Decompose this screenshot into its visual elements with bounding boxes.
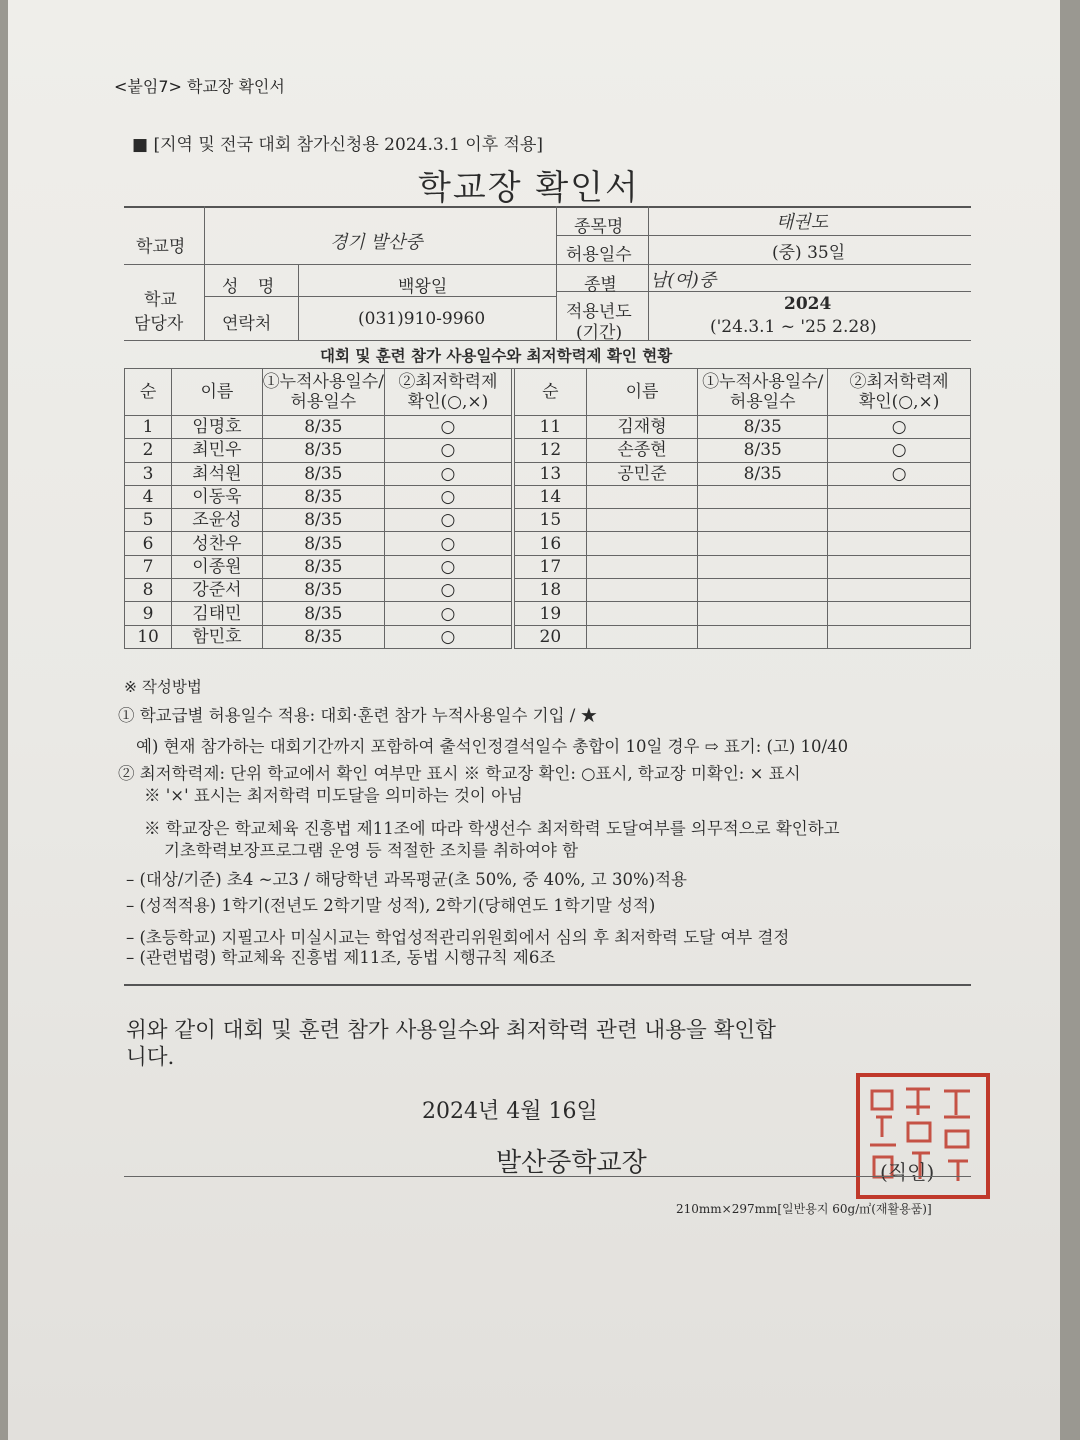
table-row — [125, 439, 512, 462]
achievement-check: ○ — [384, 555, 511, 578]
table-row — [515, 602, 971, 625]
achievement-check — [828, 625, 971, 648]
used-days — [698, 532, 828, 555]
seal-mark: (직인) — [880, 1160, 935, 1184]
info-divider — [204, 206, 205, 340]
table-header-row — [515, 369, 971, 416]
allowed-days-label: 허용일수 — [566, 245, 632, 265]
student-name: 공민준 — [586, 462, 698, 485]
table-row — [515, 439, 971, 462]
used-days: 8/35 — [262, 485, 384, 508]
row-number: 17 — [515, 555, 587, 578]
manager-label: 학교 — [144, 290, 177, 310]
row-number: 14 — [515, 485, 587, 508]
row-number: 18 — [515, 579, 587, 602]
school-value: 경기 발산중 — [330, 232, 423, 253]
header-no: 순 — [125, 369, 172, 416]
used-days — [698, 555, 828, 578]
achievement-check: ○ — [384, 532, 511, 555]
used-days: 8/35 — [262, 439, 384, 462]
achievement-check — [828, 485, 971, 508]
achievement-check: ○ — [384, 462, 511, 485]
student-name: 함민호 — [172, 625, 263, 648]
row-number: 6 — [125, 532, 172, 555]
table-row — [515, 462, 971, 485]
achievement-check — [828, 532, 971, 555]
row-number: 1 — [125, 416, 172, 439]
status-table-left — [124, 368, 512, 649]
attachment-label: <붙임7> 학교장 확인서 — [114, 77, 285, 96]
header-days-line1: ①누적사용일수/ — [262, 372, 384, 392]
header-check — [384, 369, 511, 416]
header-check — [828, 369, 971, 416]
period-value: ('24.3.1 ~ '25 2.28) — [710, 317, 877, 337]
achievement-check: ○ — [384, 485, 511, 508]
school-label: 학교명 — [136, 237, 186, 257]
used-days: 8/35 — [262, 555, 384, 578]
document-page — [8, 0, 1060, 1440]
row-number: 15 — [515, 509, 587, 532]
student-name: 조윤성 — [172, 509, 263, 532]
note-line: 예) 현재 참가하는 대회기간까지 포함하여 출석인정결석일수 총합이 10일 경우 ⇨ 표기: (고) 10/40 — [136, 737, 849, 756]
info-rule — [556, 291, 971, 292]
student-name: 이동욱 — [172, 485, 263, 508]
usage-note: ■ [지역 및 전국 대회 참가신청용 2024.3.1 이후 적용] — [132, 135, 544, 155]
notes-heading: ※ 작성방법 — [124, 678, 202, 696]
header-check-line2: 확인(○,×) — [407, 392, 489, 412]
achievement-check: ○ — [384, 416, 511, 439]
note-line: – (성적적용) 1학기(전년도 2학기말 성적), 2학기(당해연도 1학기말 성적) — [126, 896, 656, 915]
used-days: 8/35 — [262, 602, 384, 625]
table-row — [125, 485, 512, 508]
row-number: 2 — [125, 439, 172, 462]
student-name — [586, 532, 698, 555]
used-days: 8/35 — [698, 416, 828, 439]
student-name: 최민우 — [172, 439, 263, 462]
sport-value: 태권도 — [776, 212, 829, 233]
table-row — [515, 416, 971, 439]
row-number: 5 — [125, 509, 172, 532]
row-number: 19 — [515, 602, 587, 625]
header-name: 이름 — [172, 369, 263, 416]
header-days — [698, 369, 828, 416]
student-name: 임명호 — [172, 416, 263, 439]
info-divider — [298, 264, 299, 340]
used-days: 8/35 — [262, 509, 384, 532]
achievement-check: ○ — [384, 439, 511, 462]
note-line: – (초등학교) 지필고사 미실시교는 학업성적관리위원회에서 심의 후 최저학력 도달 여부 결정 — [126, 928, 790, 947]
used-days — [698, 602, 828, 625]
header-check-line1: ②최저학력제 — [398, 372, 498, 392]
student-name — [586, 625, 698, 648]
used-days — [698, 485, 828, 508]
note-line: ① 학교급별 허용일수 적용: 대회·훈련 참가 누적사용일수 기입 / ★ — [118, 706, 598, 725]
used-days: 8/35 — [262, 579, 384, 602]
row-number: 7 — [125, 555, 172, 578]
student-name — [586, 579, 698, 602]
document-title: 학교장 확인서 — [418, 168, 640, 208]
manager-label: 담당자 — [134, 314, 184, 334]
row-number: 12 — [515, 439, 587, 462]
row-number: 11 — [515, 416, 587, 439]
table-row — [515, 485, 971, 508]
used-days: 8/35 — [262, 416, 384, 439]
row-number: 8 — [125, 579, 172, 602]
row-number: 10 — [125, 625, 172, 648]
header-days-line1: ①누적사용일수/ — [702, 372, 824, 392]
table-row — [515, 625, 971, 648]
table-row — [125, 532, 512, 555]
used-days: 8/35 — [262, 625, 384, 648]
table-row — [125, 602, 512, 625]
table-row — [515, 555, 971, 578]
student-name — [586, 555, 698, 578]
allowed-days-value: (중) 35일 — [772, 243, 846, 263]
used-days: 8/35 — [698, 439, 828, 462]
student-name: 최석원 — [172, 462, 263, 485]
student-name: 성찬우 — [172, 532, 263, 555]
year-label: (기간) — [576, 323, 623, 343]
table-row — [515, 509, 971, 532]
achievement-check — [828, 602, 971, 625]
header-days-line2: 허용일수 — [290, 392, 357, 412]
student-name: 이종원 — [172, 555, 263, 578]
note-line: – (대상/기준) 초4 ~고3 / 해당학년 과목평균(초 50%, 중 40%, 고 30%)적용 — [126, 870, 687, 889]
header-name: 이름 — [586, 369, 698, 416]
achievement-check — [828, 579, 971, 602]
achievement-check: ○ — [828, 439, 971, 462]
achievement-check: ○ — [828, 416, 971, 439]
table-row — [125, 555, 512, 578]
achievement-check: ○ — [384, 509, 511, 532]
row-number: 20 — [515, 625, 587, 648]
header-no: 순 — [515, 369, 587, 416]
note-line: – (관련법령) 학교체육 진흥법 제11조, 동법 시행규칙 제6조 — [126, 948, 556, 967]
student-name — [586, 509, 698, 532]
achievement-check — [828, 555, 971, 578]
contact-value: (031)910-9960 — [358, 309, 486, 329]
used-days: 8/35 — [698, 462, 828, 485]
confirmation-rule — [124, 984, 971, 986]
row-number: 16 — [515, 532, 587, 555]
table-row — [125, 509, 512, 532]
sport-label: 종목명 — [574, 217, 624, 237]
student-name: 손종현 — [586, 439, 698, 462]
header-check-line2: 확인(○,×) — [858, 392, 940, 412]
table-row — [125, 625, 512, 648]
student-name: 김재형 — [586, 416, 698, 439]
paper-spec: 210mm×297mm[일반용지 60g/㎡(재활용품)] — [676, 1202, 932, 1216]
header-days-line2: 허용일수 — [729, 392, 796, 412]
year-value: 2024 — [784, 294, 832, 314]
row-number: 9 — [125, 602, 172, 625]
info-rule — [124, 340, 971, 341]
achievement-check: ○ — [828, 462, 971, 485]
student-name: 강준서 — [172, 579, 263, 602]
note-line: ※ '×' 표시는 최저학력 미도달을 의미하는 것이 아님 — [144, 786, 523, 805]
achievement-check: ○ — [384, 579, 511, 602]
student-name: 김태민 — [172, 602, 263, 625]
achievement-check — [828, 509, 971, 532]
section-title: 대회 및 훈련 참가 사용일수와 최저학력제 확인 현황 — [320, 347, 673, 365]
used-days — [698, 579, 828, 602]
table-row — [515, 532, 971, 555]
used-days: 8/35 — [262, 532, 384, 555]
row-number: 3 — [125, 462, 172, 485]
table-row — [125, 416, 512, 439]
achievement-check: ○ — [384, 625, 511, 648]
name-value: 백왕일 — [398, 277, 448, 297]
achievement-check: ○ — [384, 602, 511, 625]
confirmation-text-cont: 니다. — [126, 1045, 175, 1070]
gender-label: 종별 — [584, 275, 617, 295]
confirmation-text: 위와 같이 대회 및 훈련 참가 사용일수와 최저학력 관련 내용을 확인합 — [126, 1018, 776, 1043]
status-table-right — [514, 368, 971, 649]
gender-value: 남(여)중 — [650, 270, 717, 291]
info-rule — [124, 264, 971, 265]
note-line: ※ 학교장은 학교체육 진흥법 제11조에 따라 학생선수 최저학력 도달여부를 의무적으로 확인하고 — [144, 819, 840, 838]
name-label: 성 명 — [222, 277, 275, 297]
used-days — [698, 509, 828, 532]
table-row — [125, 579, 512, 602]
row-number: 4 — [125, 485, 172, 508]
info-rule — [124, 206, 971, 208]
info-divider — [556, 206, 557, 340]
student-name — [586, 602, 698, 625]
header-days — [262, 369, 384, 416]
note-line: ② 최저학력제: 단위 학교에서 확인 여부만 표시 ※ 학교장 확인: ○표시, 학교장 미확인: × 표시 — [118, 764, 801, 783]
table-row — [515, 579, 971, 602]
note-line: 기초학력보장프로그램 운영 등 적절한 조치를 취하여야 함 — [164, 841, 579, 860]
info-divider — [648, 206, 649, 340]
issue-date: 2024년 4월 16일 — [422, 1099, 598, 1124]
contact-label: 연락처 — [222, 314, 272, 334]
footer-rule — [124, 1176, 971, 1177]
header-check-line1: ②최저학력제 — [849, 372, 949, 392]
used-days — [698, 625, 828, 648]
table-row — [125, 462, 512, 485]
row-number: 13 — [515, 462, 587, 485]
principal-name: 발산중학교장 — [496, 1148, 647, 1178]
year-label: 적용년도 — [566, 302, 632, 322]
used-days: 8/35 — [262, 462, 384, 485]
table-header-row — [125, 369, 512, 416]
student-name — [586, 485, 698, 508]
